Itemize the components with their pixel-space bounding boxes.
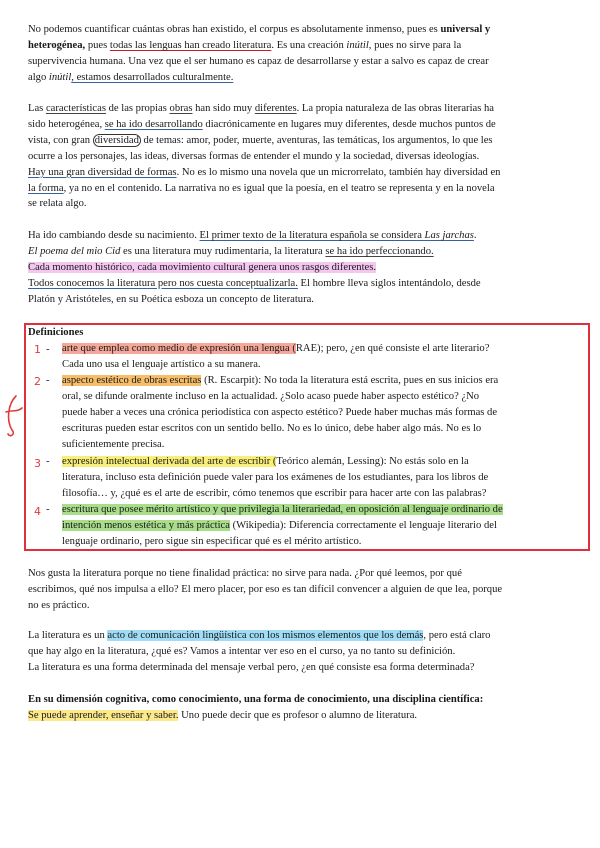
underlined-text: se ha ido desarrollando	[104, 118, 203, 130]
text-line: oral, se difunde oralmente incluso en la actualidad. ¿Solo acaso puede haber aspecto estético? ¿No	[62, 390, 480, 402]
text-run: pues	[85, 39, 110, 51]
highlighted-text: Se puede aprender, enseñar y saber.	[28, 709, 179, 721]
text-run: Las	[28, 103, 46, 114]
underlined-text: diferentes	[254, 103, 297, 114]
highlighted-text: arte que emplea como medio de expresión una lengua (	[62, 343, 296, 354]
underlined-text: todas las lenguas han creado literatura	[109, 39, 272, 51]
text-run: El hombre lleva siglos intentándolo, desde	[297, 277, 481, 289]
text-line: se relata algo.	[28, 198, 87, 210]
text-line	[28, 117, 572, 133]
highlighted-text: aspecto estético de obras escritas	[62, 375, 202, 386]
text-line: filosofía… y, ¿qué es el arte de escribir, cómo tenemos que escribir para hacer arte con las palabras?	[62, 487, 487, 499]
highlighted-text: escritura que posee mérito artístico y que privilegia la literariedad, en oposición al lenguaje ordinario de	[62, 504, 503, 515]
italic-text: inútil	[48, 71, 72, 83]
text-line	[28, 101, 572, 117]
text-line	[28, 38, 572, 54]
text-run: Teórico alemán, Lessing): No estás solo en la	[276, 456, 469, 467]
underlined-text: la forma	[28, 182, 64, 194]
text-run: , pues no sirve para la	[368, 39, 462, 51]
underlined-text: El primer texto de la literatura española se considera	[199, 230, 425, 241]
text-line: supervivencia humana. Una vez que el ser humano es capaz de desarrollarse y estar a salvo es capaz de crear	[28, 55, 489, 67]
paragraph-communication	[28, 628, 572, 676]
highlighted-text: intención menos estética y más práctica	[62, 519, 230, 531]
paragraph-cognitive	[28, 692, 572, 724]
italic-text: El poema del mio Cid	[28, 245, 121, 257]
text-line	[28, 628, 572, 644]
text-line: Platón y Aristóteles, en su Poética esboza un concepto de literatura.	[28, 293, 314, 305]
text-run: vista, con gran	[28, 134, 93, 146]
underlined-text: características	[45, 103, 106, 114]
text-run: han sido muy	[192, 103, 255, 114]
text-line	[62, 502, 572, 518]
handwritten-number: 2	[34, 375, 41, 388]
text-run: .	[473, 230, 477, 241]
text-line: literatura, incluso esta definición puede valer para los exámenes de los estudiantes, para los libros de	[62, 471, 489, 483]
definition-item	[62, 502, 572, 550]
text-line: lenguaje ordinario, pero sigue sin especificar qué es el mérito artístico.	[62, 535, 362, 547]
text-run: de las propias	[105, 103, 170, 114]
text-line: puede haber a veces una crónica periodística con aspecto estético? Puede haber muchas más formas de	[62, 406, 498, 418]
text-line	[28, 22, 572, 38]
text-line	[62, 341, 572, 357]
underlined-text: se ha ido perfeccionando.	[325, 245, 434, 257]
underlined-text: , estamos desarrollados culturalmente.	[71, 71, 234, 83]
handwritten-number: 3	[34, 457, 41, 470]
underlined-text: Todos conocemos la literatura pero nos cuesta conceptualizarla.	[28, 277, 298, 289]
text-line: no es práctico.	[28, 599, 90, 611]
bold-text-line: En su dimensión cognitiva, como conocimiento, una forma de conocimiento, una disciplina científica:	[28, 694, 484, 705]
circled-text: diversidad	[94, 134, 139, 146]
text-run: RAE); pero, ¿en qué consiste el arte literario?	[295, 343, 490, 354]
text-run: sido heterogénea,	[28, 118, 105, 130]
text-line	[28, 181, 572, 197]
text-line	[28, 276, 572, 292]
text-run: , pero está claro	[423, 630, 491, 641]
definition-item	[62, 454, 572, 502]
text-line	[28, 165, 572, 181]
text-line: escrituras pueden estar escritos con un sentido bello. No es lo único, debe haber algo más. No es lo	[62, 422, 482, 434]
handwritten-number: 1	[34, 343, 41, 356]
list-dash: -	[46, 456, 50, 467]
handwritten-margin-mark-icon	[2, 390, 24, 440]
text-line	[28, 133, 572, 149]
definition-item	[62, 373, 572, 453]
italic-text: Las jarchas	[424, 230, 474, 241]
text-run: Uno puede decir que es profesor o alumno de literatura.	[178, 709, 418, 721]
bold-text: universal y	[440, 24, 491, 35]
text-line	[28, 244, 572, 260]
text-run: Ha ido cambiando desde su nacimiento.	[28, 230, 200, 241]
text-line: ocurre a los personajes, las ideas, diversas formas de entender el mundo y la sociedad, diversas ideologías.	[28, 150, 480, 162]
text-run: No podemos cuantificar cuántas obras han existido, el corpus es absolutamente inmenso, pues es	[28, 24, 441, 35]
highlighted-text: Cada momento histórico, cada movimiento cultural genera unos rasgos diferentes.	[28, 261, 377, 273]
text-run: . La propia naturaleza de las obras literarias ha	[296, 103, 494, 114]
paragraph-characteristics	[28, 101, 572, 212]
text-line	[62, 373, 572, 389]
text-run: diacrónicamente en lugares muy diferentes, desde muchos puntos de	[202, 118, 496, 130]
list-dash: -	[46, 375, 50, 386]
text-line	[28, 70, 572, 86]
text-run: (Wikipedia): Diferencia correctamente el lenguaje literario del	[229, 519, 497, 531]
text-run: es una literatura muy rudimentaria, la literatura	[120, 245, 326, 257]
definition-item	[62, 341, 572, 373]
paragraph-corpus	[28, 22, 572, 86]
text-line: La literatura es una forma determinada del mensaje verbal pero, ¿en qué consiste esa forma determinada?	[28, 661, 475, 673]
underlined-text: Hay una gran diversidad de formas	[28, 166, 177, 178]
definitions-title: Definiciones	[28, 327, 84, 338]
text-line: que hay algo en la literatura, ¿qué es? Vamos a intentar ver eso en el curso, ya no tanto su definición.	[28, 645, 456, 657]
italic-text: inútil	[346, 39, 369, 51]
bold-text: heterogénea,	[28, 39, 86, 51]
highlighted-text: expresión intelectual derivada del arte de escribir (	[62, 456, 277, 467]
text-line: suficientemente precisa.	[62, 438, 165, 450]
text-run: . Es una creación	[271, 39, 347, 51]
text-run: La literatura es un	[28, 630, 108, 641]
text-run: . No es lo mismo una novela que un microrrelato, también hay diversidad en	[176, 166, 501, 178]
text-run: (R. Escarpit): No toda la literatura está escrita, pues en sus inicios era	[201, 375, 499, 386]
text-line: Nos gusta la literatura porque no tiene finalidad práctica: no sirve para nada. ¿Por qué leemos, por qué	[28, 568, 462, 579]
text-line	[28, 260, 572, 276]
highlighted-text: acto de comunicación lingüística con los mismos elementos que los demás	[107, 630, 424, 641]
list-dash: -	[46, 504, 50, 515]
text-line	[62, 454, 572, 470]
text-line: escribimos, qué nos impulsa a ello? El mero placer, por eso es tan difícil convencer a alguien de que lea, porque	[28, 583, 503, 595]
text-line	[28, 228, 572, 244]
paragraph-history	[28, 228, 572, 308]
list-dash: -	[46, 344, 50, 355]
paragraph-purpose	[28, 566, 572, 614]
underlined-text: obras	[169, 103, 193, 114]
text-line: Cada uno usa el lenguaje artístico a su manera.	[62, 358, 261, 370]
text-run: algo	[28, 71, 49, 83]
handwritten-number: 4	[34, 505, 41, 518]
text-run: , ya no en el contenido. La narrativa no es igual que la poesía, en el teatro se representa y en la novela	[63, 182, 495, 194]
text-line	[62, 518, 572, 534]
text-line	[28, 708, 572, 724]
text-run: de temas: amor, poder, muerte, aventuras, las temáticas, los argumentos, lo que les	[140, 134, 493, 146]
